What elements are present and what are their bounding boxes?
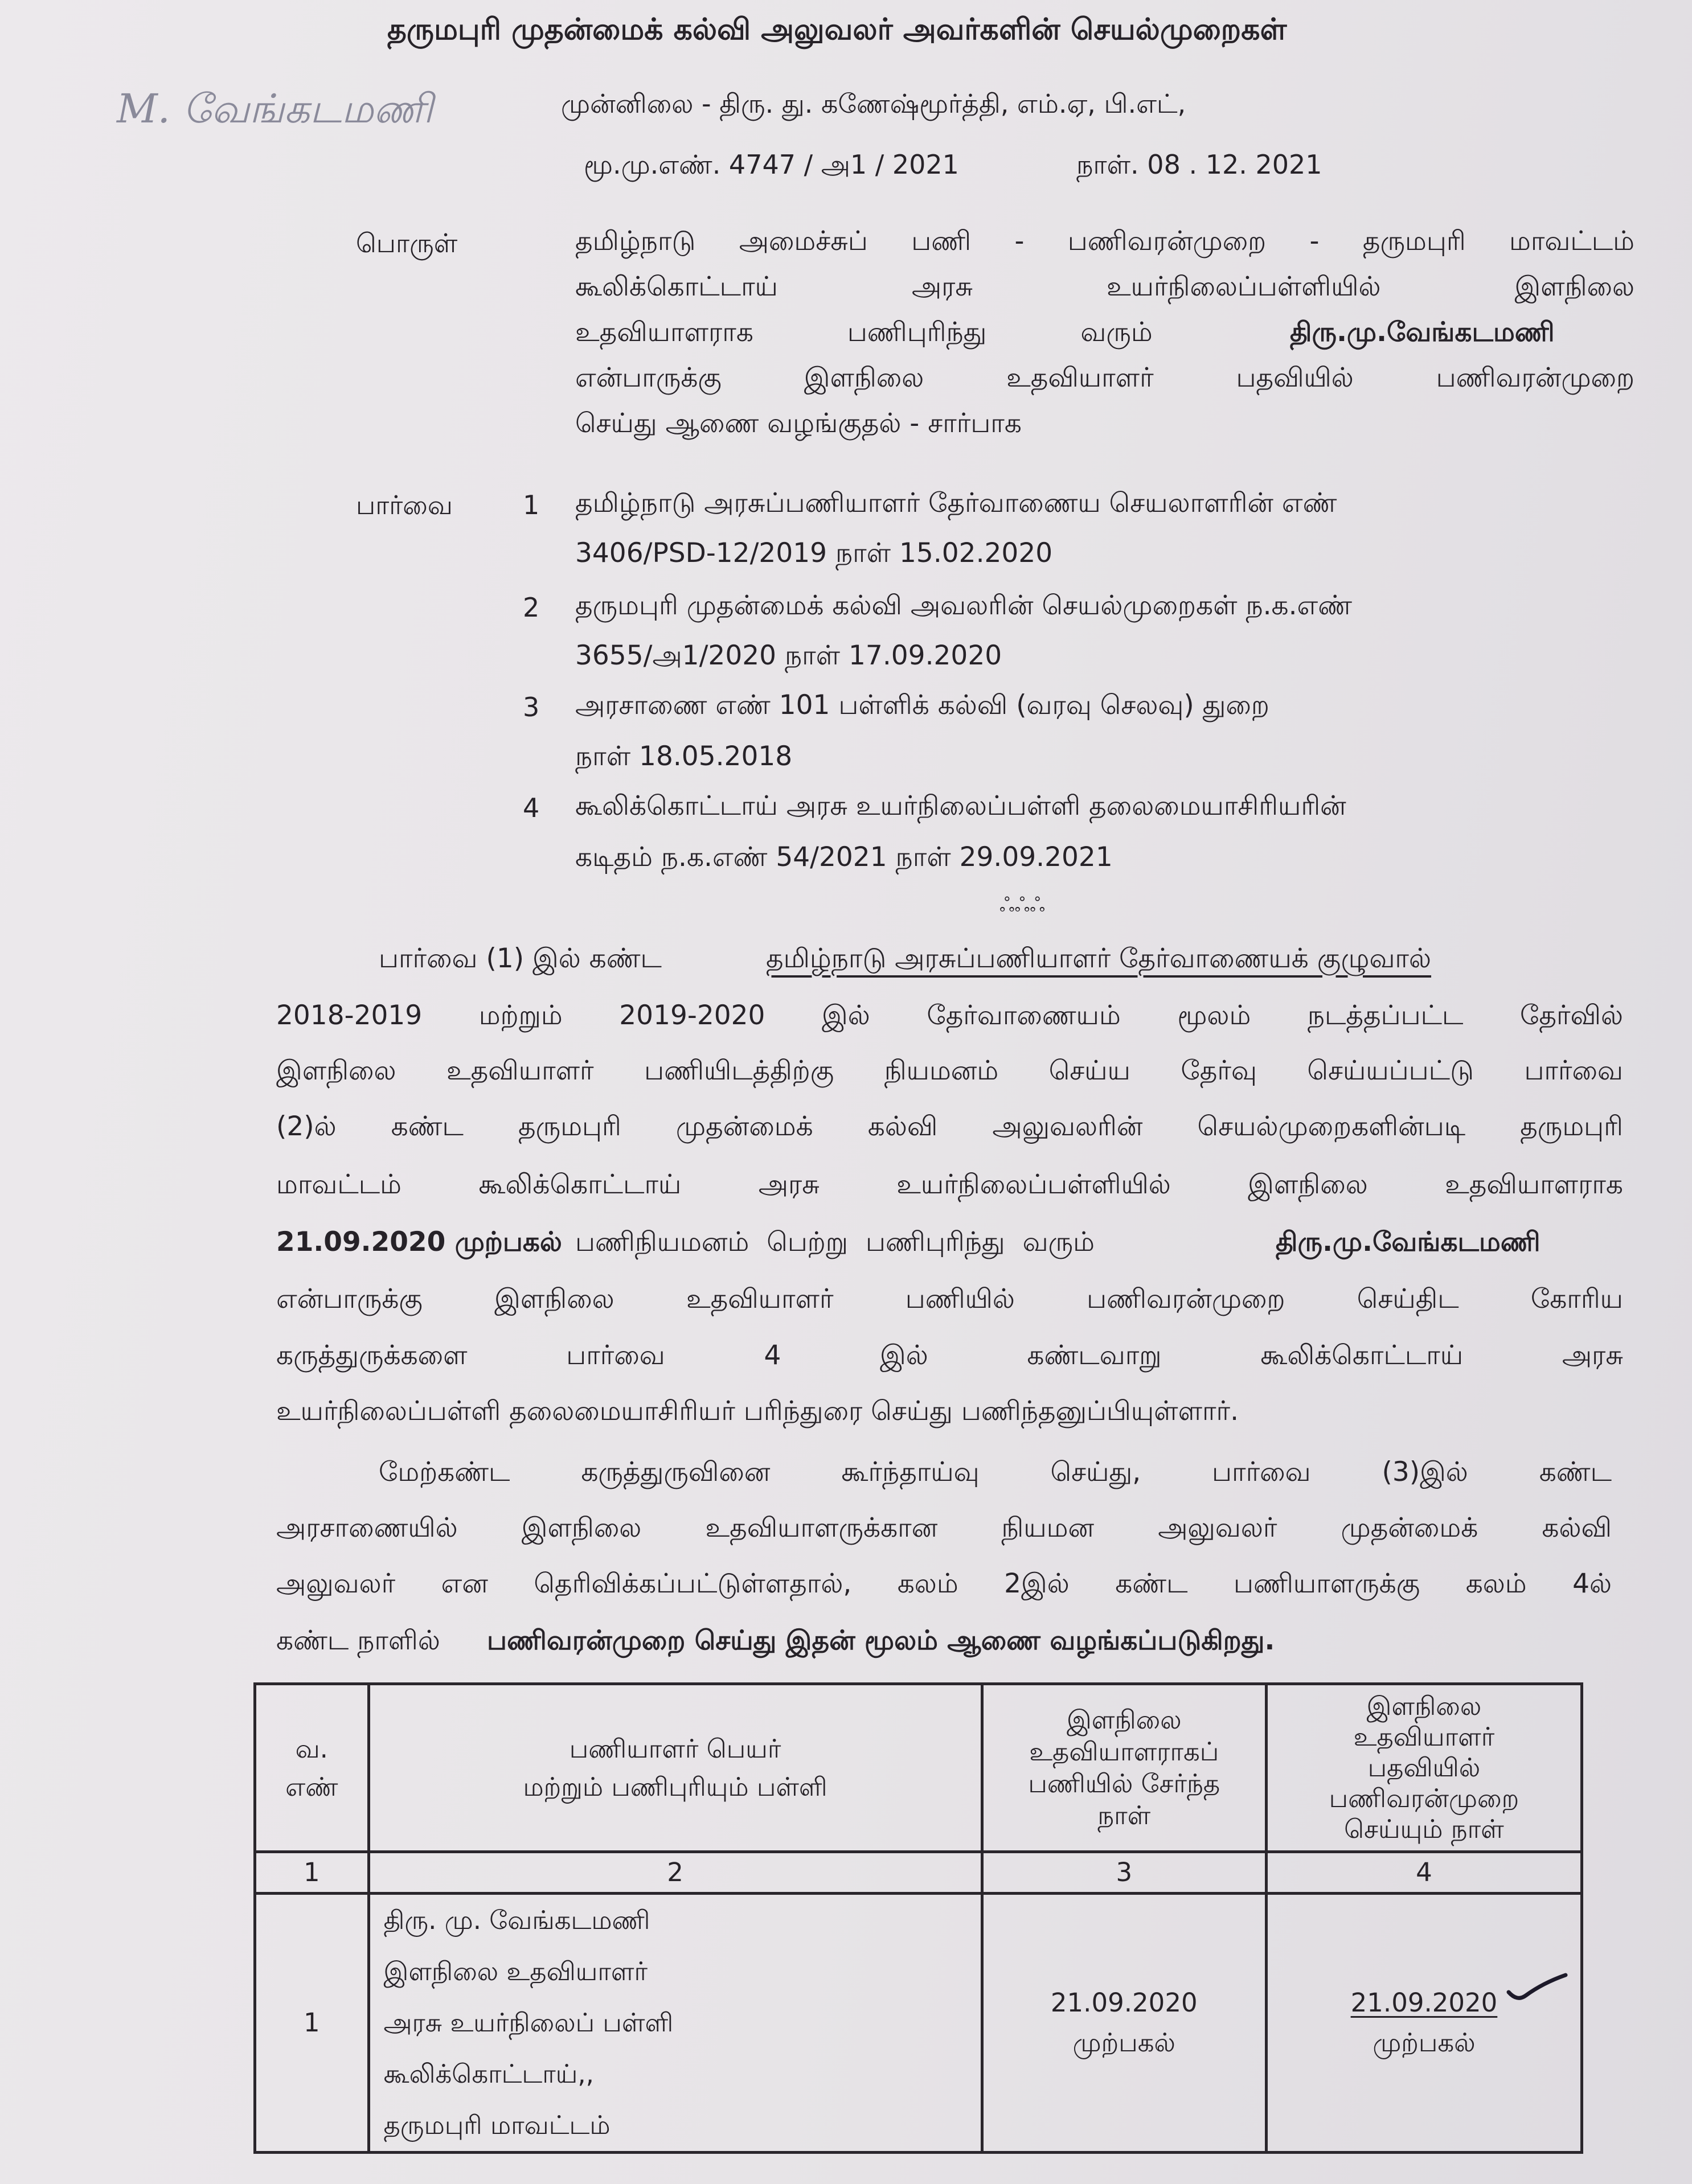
regularised-date: 21.09.2020: [1350, 1987, 1498, 2018]
para1-line: பார்வை (1) இல் கண்ட: [379, 943, 662, 974]
joined-date-cell: [982, 1893, 1266, 2152]
para2-line: மேற்கண்ட கருத்துருவினை கூர்ந்தாய்வு செய்து, பார்வை (3)இல் கண்ட: [379, 1456, 1612, 1488]
para1-line: கருத்துருக்களை பார்வை 4 இல் கண்டவாறு கூலிக்கொட்டாய் அரசு: [276, 1340, 1623, 1371]
header-text: உதவியாளராகப்: [1029, 1736, 1219, 1767]
subject-line: தமிழ்நாடு அமைச்சுப் பணி - பணிவரன்முறை - தருமபுரி மாவட்டம்: [575, 225, 1634, 257]
header-text: மற்றும் பணிபுரியும் பள்ளி: [523, 1772, 827, 1802]
para1-line: உயர்நிலைப்பள்ளி தலைமையாசிரியர் பரிந்துரை செய்து பணிந்தனுப்பியுள்ளார்.: [276, 1395, 1239, 1427]
header-text: எண்: [285, 1772, 338, 1802]
references-label: பார்வை: [356, 490, 453, 520]
para1-line: என்பாருக்கு இளநிலை உதவியாளர் பணியில் பணிவரன்முறை செய்திட கோரிய: [276, 1283, 1623, 1315]
para2-line: கண்ட நாளில்: [276, 1625, 440, 1656]
header-serial: [255, 1684, 369, 1852]
header-text: பதவியில்: [1367, 1752, 1481, 1783]
regularisation-table: [253, 1682, 1583, 2154]
column-number: 1: [255, 1852, 369, 1894]
checkmark-icon: [1506, 1970, 1568, 2005]
reference-text: தமிழ்நாடு அரசுப்பணியாளர் தேர்வாணைய செயலாளரின் எண்: [575, 487, 1337, 519]
joining-datetime-bold: 21.09.2020 முற்பகல்: [276, 1226, 562, 1258]
header-text: பணியாளர் பெயர்: [569, 1733, 781, 1764]
reference-number: 4: [523, 793, 540, 823]
para1-line: இளநிலை உதவியாளர் பணியிடத்திற்கு நியமனம் செய்ய தேர்வு செய்யப்பட்டு பார்வை: [276, 1055, 1623, 1086]
para1-underlined-text: தமிழ்நாடு அரசுப்பணியாளர் தேர்வாணையக் குழுவால்: [766, 943, 1432, 974]
table-row: [255, 1893, 1582, 2152]
separator-mark: ஃஃஃ: [999, 894, 1045, 917]
details-line: திரு. மு. வேங்கடமணி: [383, 1904, 650, 1935]
header-text: பணியில் சேர்ந்த: [1028, 1768, 1220, 1799]
joined-session: முற்பகல்: [1072, 2027, 1175, 2058]
para1-line: (2)ல் கண்ட தருமபுரி முதன்மைக் கல்வி அலுவலரின் செயல்முறைகளின்படி தருமபுரி: [276, 1111, 1623, 1142]
table-column-number-row: [255, 1852, 1582, 1894]
details-line: அரசு உயர்நிலைப் பள்ளி: [383, 2007, 674, 2038]
column-number: 4: [1266, 1852, 1582, 1894]
order-date: நாள். 08 . 12. 2021: [1076, 149, 1322, 180]
reference-text: நாள் 18.05.2018: [575, 741, 793, 772]
employee-name-bold: திரு.மு.வேங்கடமணி: [1290, 317, 1555, 348]
para1-line: 2018-2019 மற்றும் 2019-2020 இல் தேர்வாணையம் மூலம் நடத்தப்பட்ட தேர்வில்: [276, 1000, 1623, 1031]
reference-number: 2: [523, 592, 540, 623]
joined-date: 21.09.2020: [1050, 1987, 1198, 2018]
header-text: உதவியாளர்: [1353, 1722, 1495, 1752]
reference-number: 1: [523, 490, 540, 520]
header-text: நாள்: [1097, 1800, 1151, 1831]
employee-details-cell: [368, 1893, 982, 2152]
details-line: கூலிக்கொட்டாய்,,: [383, 2058, 594, 2089]
subject-line: [575, 319, 1287, 346]
header-text: இளநிலை: [1066, 1704, 1182, 1735]
document-title: தருமபுரி முதன்மைக் கல்வி அலுவலர் அவர்களின் செயல்முறைகள்: [387, 13, 1287, 47]
para2-line: அரசாணையில் இளநிலை உதவியாளருக்கான நியமன அலுவலர் முதன்மைக் கல்வி: [276, 1512, 1612, 1543]
reference-number: மூ.மு.எண். 4747 / அ1 / 2021: [584, 149, 959, 180]
column-number: 2: [368, 1852, 982, 1894]
employee-name-bold: திரு.மு.வேங்கடமணி: [1276, 1226, 1541, 1258]
regularised-date-cell: [1266, 1893, 1582, 2152]
para1-line: மாவட்டம் கூலிக்கொட்டாய் அரசு உயர்நிலைப்பள்ளியில் இளநிலை உதவியாளராக: [276, 1169, 1623, 1200]
header-text: இளநிலை: [1366, 1691, 1482, 1721]
header-employee: [368, 1684, 982, 1852]
reference-text: கடிதம் ந.க.எண் 54/2021 நாள் 29.09.2021: [575, 841, 1113, 873]
reference-text: 3406/PSD-12/2019 நாள் 15.02.2020: [575, 537, 1053, 569]
order-statement-bold: பணிவரன்முறை செய்து இதன் மூலம் ஆணை வழங்கப்படுகிறது.: [487, 1625, 1275, 1656]
details-line: இளநிலை உதவியாளர்: [383, 1956, 648, 1986]
presence-line: முன்னிலை - திரு. து. கணேஷ்மூர்த்தி, எம்.ஏ, பி.எட்,: [561, 88, 1186, 119]
column-number: 3: [982, 1852, 1266, 1894]
subject-line: என்பாருக்கு இளநிலை உதவியாளர் பதவியில் பணிவரன்முறை: [575, 362, 1634, 393]
reference-text: அரசாணை எண் 101 பள்ளிக் கல்வி (வரவு செலவு) துறை: [575, 689, 1269, 721]
subject-text: உதவியாளராக பணிபுரிந்து வரும்: [575, 317, 1153, 348]
header-regularised-date: [1266, 1684, 1582, 1852]
header-text: பணிவரன்முறை: [1329, 1783, 1519, 1813]
serial-number-cell: 1: [255, 1893, 369, 2152]
subject-line: செய்து ஆணை வழங்குதல் - சார்பாக: [575, 408, 1022, 439]
header-text: செய்யும் நாள்: [1344, 1814, 1504, 1844]
subject-label: பொருள்: [356, 228, 458, 258]
regularised-session: முற்பகல்: [1373, 2027, 1476, 2058]
handwritten-annotation: M. வேங்கடமணி: [117, 85, 433, 132]
details-line: தருமபுரி மாவட்டம்: [383, 2109, 611, 2140]
table-header-row: [255, 1684, 1582, 1852]
para2-line: அலுவலர் என தெரிவிக்கப்பட்டுள்ளதால், கலம் 2இல் கண்ட பணியாளருக்கு கலம் 4ல்: [276, 1568, 1612, 1599]
header-text: வ.: [295, 1733, 328, 1764]
para1-line: பணிநியமனம் பெற்று பணிபுரிந்து வரும்: [575, 1226, 1095, 1258]
reference-text: கூலிக்கொட்டாய் அரசு உயர்நிலைப்பள்ளி தலைமையாசிரியரின்: [575, 790, 1346, 822]
header-joined-date: [982, 1684, 1266, 1852]
subject-line: கூலிக்கொட்டாய் அரசு உயர்நிலைப்பள்ளியில் இளநிலை: [575, 271, 1634, 302]
reference-text: தருமபுரி முதன்மைக் கல்வி அவலரின் செயல்முறைகள் ந.க.எண்: [575, 590, 1353, 621]
reference-number: 3: [523, 692, 540, 722]
reference-text: 3655/அ1/2020 நாள் 17.09.2020: [575, 640, 1002, 671]
